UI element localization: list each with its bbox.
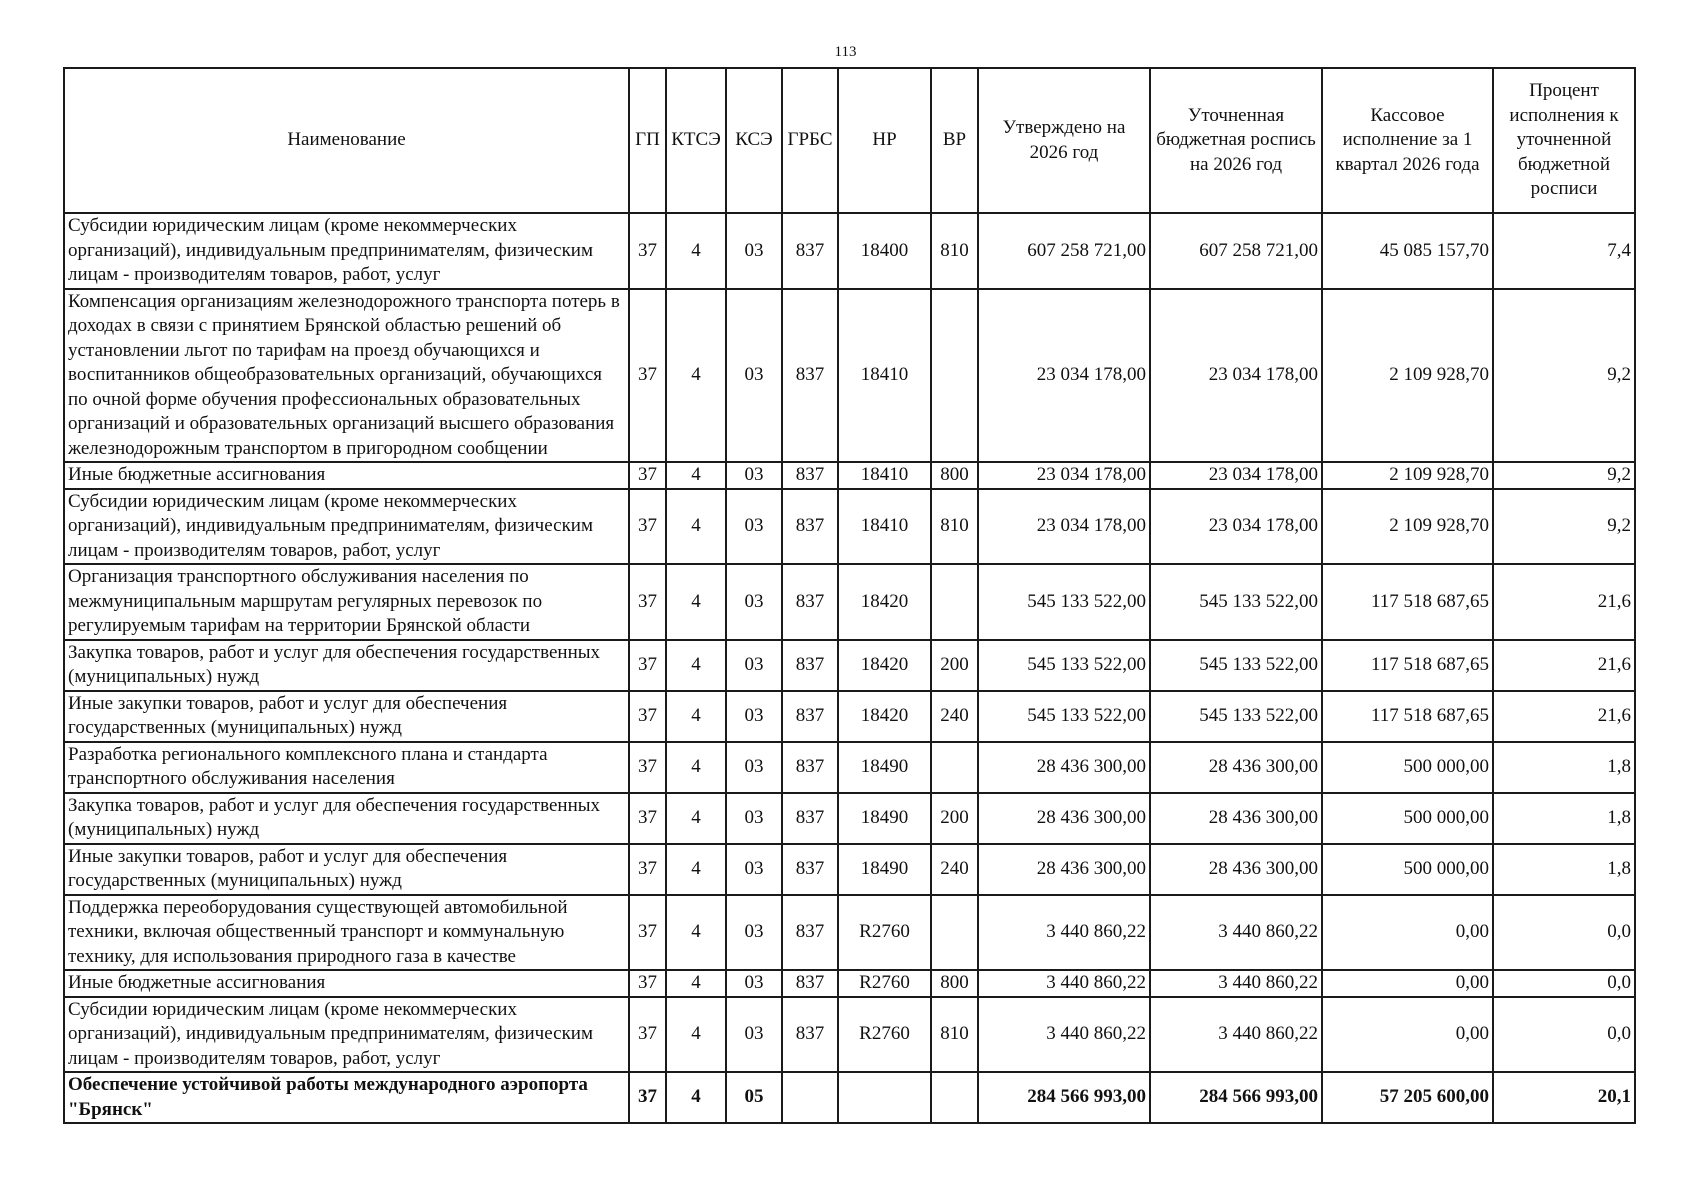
header-percent: Процент исполнения к уточненной бюджетной росписи <box>1493 68 1635 213</box>
cell-approved: 23 034 178,00 <box>978 462 1150 489</box>
cell-refined: 28 436 300,00 <box>1150 742 1322 793</box>
header-grbs: ГРБС <box>782 68 838 213</box>
cell-gp: 37 <box>629 844 666 895</box>
cell-grbs: 837 <box>782 489 838 565</box>
table-row <box>64 289 1635 463</box>
header-refined: Уточненная бюджетная роспись на 2026 год <box>1150 68 1322 213</box>
cell-kse: 03 <box>726 895 782 971</box>
cell-cash: 117 518 687,65 <box>1322 691 1493 742</box>
cell-percent: 21,6 <box>1493 640 1635 691</box>
cell-kse: 05 <box>726 1072 782 1123</box>
cell-vr <box>931 895 978 971</box>
cell-grbs: 837 <box>782 793 838 844</box>
table-row <box>64 213 1635 289</box>
cell-percent: 9,2 <box>1493 289 1635 463</box>
cell-kse: 03 <box>726 844 782 895</box>
cell-ktse: 4 <box>666 970 726 997</box>
cell-refined: 3 440 860,22 <box>1150 895 1322 971</box>
cell-nr: 18420 <box>838 640 931 691</box>
table-row <box>64 997 1635 1073</box>
cell-percent: 7,4 <box>1493 213 1635 289</box>
cell-refined: 607 258 721,00 <box>1150 213 1322 289</box>
cell-gp: 37 <box>629 1072 666 1123</box>
cell-grbs: 837 <box>782 844 838 895</box>
header-nr: НР <box>838 68 931 213</box>
cell-approved: 3 440 860,22 <box>978 970 1150 997</box>
table-row <box>64 564 1635 640</box>
cell-name: Поддержка переоборудования существующей автомобильной техники, включая общественный транспорт и коммунальную технику, для использования природного газа в качестве <box>64 895 629 971</box>
cell-grbs: 837 <box>782 997 838 1073</box>
cell-kse: 03 <box>726 742 782 793</box>
table-row <box>64 793 1635 844</box>
cell-nr: 18490 <box>838 793 931 844</box>
cell-name: Иные закупки товаров, работ и услуг для обеспечения государственных (муниципальных) нужд <box>64 691 629 742</box>
cell-kse: 03 <box>726 462 782 489</box>
cell-refined: 23 034 178,00 <box>1150 289 1322 463</box>
cell-percent: 0,0 <box>1493 895 1635 971</box>
cell-refined: 3 440 860,22 <box>1150 997 1322 1073</box>
cell-cash: 500 000,00 <box>1322 844 1493 895</box>
cell-approved: 28 436 300,00 <box>978 793 1150 844</box>
cell-nr: R2760 <box>838 895 931 971</box>
cell-name: Иные бюджетные ассигнования <box>64 462 629 489</box>
cell-kse: 03 <box>726 564 782 640</box>
cell-kse: 03 <box>726 691 782 742</box>
cell-percent: 9,2 <box>1493 462 1635 489</box>
cell-refined: 545 133 522,00 <box>1150 691 1322 742</box>
cell-percent: 1,8 <box>1493 793 1635 844</box>
cell-refined: 28 436 300,00 <box>1150 793 1322 844</box>
table-header-row <box>64 68 1635 213</box>
table-row <box>64 844 1635 895</box>
cell-percent: 20,1 <box>1493 1072 1635 1123</box>
cell-vr <box>931 1072 978 1123</box>
cell-nr: 18490 <box>838 742 931 793</box>
cell-nr: 18400 <box>838 213 931 289</box>
cell-refined: 28 436 300,00 <box>1150 844 1322 895</box>
cell-percent: 1,8 <box>1493 742 1635 793</box>
cell-ktse: 4 <box>666 640 726 691</box>
cell-ktse: 4 <box>666 489 726 565</box>
cell-approved: 545 133 522,00 <box>978 564 1150 640</box>
cell-name: Компенсация организациям железнодорожного транспорта потерь в доходах в связи с принятием Брянской областью решений об установлении льгот по тарифам на проезд обучающихся и воспитанников общеобразовательных организаций, обучающихся по очной форме обучения профессиональных образовательных организаций и образовательных организаций высшего образования железнодорожным транспортом в пригородном сообщении <box>64 289 629 463</box>
cell-approved: 545 133 522,00 <box>978 691 1150 742</box>
cell-nr <box>838 1072 931 1123</box>
cell-name: Субсидии юридическим лицам (кроме некоммерческих организаций), индивидуальным предпринимателям, физическим лицам - производителям товаров, работ, услуг <box>64 489 629 565</box>
cell-approved: 607 258 721,00 <box>978 213 1150 289</box>
cell-ktse: 4 <box>666 462 726 489</box>
cell-nr: 18410 <box>838 462 931 489</box>
cell-kse: 03 <box>726 640 782 691</box>
cell-cash: 117 518 687,65 <box>1322 640 1493 691</box>
cell-gp: 37 <box>629 895 666 971</box>
cell-percent: 0,0 <box>1493 997 1635 1073</box>
cell-approved: 28 436 300,00 <box>978 742 1150 793</box>
cell-name: Иные бюджетные ассигнования <box>64 970 629 997</box>
cell-grbs: 837 <box>782 895 838 971</box>
cell-approved: 23 034 178,00 <box>978 289 1150 463</box>
cell-gp: 37 <box>629 564 666 640</box>
cell-grbs: 837 <box>782 289 838 463</box>
cell-cash: 0,00 <box>1322 997 1493 1073</box>
cell-approved: 28 436 300,00 <box>978 844 1150 895</box>
cell-ktse: 4 <box>666 289 726 463</box>
cell-gp: 37 <box>629 793 666 844</box>
table-row <box>64 489 1635 565</box>
cell-kse: 03 <box>726 793 782 844</box>
cell-percent: 21,6 <box>1493 691 1635 742</box>
header-approved: Утверждено на 2026 год <box>978 68 1150 213</box>
cell-refined: 23 034 178,00 <box>1150 462 1322 489</box>
table-row <box>64 462 1635 489</box>
page-number: 113 <box>834 44 857 60</box>
header-gp: ГП <box>629 68 666 213</box>
cell-grbs: 837 <box>782 742 838 793</box>
cell-name: Субсидии юридическим лицам (кроме некоммерческих организаций), индивидуальным предпринимателям, физическим лицам - производителям товаров, работ, услуг <box>64 213 629 289</box>
cell-grbs: 837 <box>782 691 838 742</box>
cell-percent: 21,6 <box>1493 564 1635 640</box>
cell-nr: R2760 <box>838 970 931 997</box>
cell-gp: 37 <box>629 489 666 565</box>
cell-ktse: 4 <box>666 1072 726 1123</box>
cell-name: Субсидии юридическим лицам (кроме некоммерческих организаций), индивидуальным предпринимателям, физическим лицам - производителям товаров, работ, услуг <box>64 997 629 1073</box>
cell-refined: 545 133 522,00 <box>1150 640 1322 691</box>
cell-cash: 500 000,00 <box>1322 742 1493 793</box>
table-row <box>64 742 1635 793</box>
cell-name: Обеспечение устойчивой работы международного аэропорта "Брянск" <box>64 1072 629 1123</box>
cell-nr: 18410 <box>838 289 931 463</box>
cell-percent: 1,8 <box>1493 844 1635 895</box>
cell-approved: 284 566 993,00 <box>978 1072 1150 1123</box>
cell-kse: 03 <box>726 997 782 1073</box>
cell-grbs: 837 <box>782 564 838 640</box>
cell-approved: 23 034 178,00 <box>978 489 1150 565</box>
cell-ktse: 4 <box>666 691 726 742</box>
cell-name: Иные закупки товаров, работ и услуг для обеспечения государственных (муниципальных) нужд <box>64 844 629 895</box>
cell-name: Разработка регионального комплексного плана и стандарта транспортного обслуживания населения <box>64 742 629 793</box>
cell-cash: 45 085 157,70 <box>1322 213 1493 289</box>
cell-ktse: 4 <box>666 997 726 1073</box>
cell-grbs <box>782 1072 838 1123</box>
cell-gp: 37 <box>629 289 666 463</box>
cell-cash: 2 109 928,70 <box>1322 489 1493 565</box>
cell-vr <box>931 742 978 793</box>
cell-ktse: 4 <box>666 895 726 971</box>
cell-grbs: 837 <box>782 970 838 997</box>
cell-refined: 23 034 178,00 <box>1150 489 1322 565</box>
cell-vr <box>931 289 978 463</box>
cell-cash: 57 205 600,00 <box>1322 1072 1493 1123</box>
header-name: Наименование <box>64 68 629 213</box>
cell-cash: 117 518 687,65 <box>1322 564 1493 640</box>
cell-percent: 0,0 <box>1493 970 1635 997</box>
header-ktse: КТСЭ <box>666 68 726 213</box>
cell-refined: 284 566 993,00 <box>1150 1072 1322 1123</box>
cell-cash: 2 109 928,70 <box>1322 289 1493 463</box>
cell-name: Организация транспортного обслуживания населения по межмуниципальным маршрутам регулярных перевозок по регулируемым тарифам на территории Брянской области <box>64 564 629 640</box>
header-kse: КСЭ <box>726 68 782 213</box>
cell-gp: 37 <box>629 970 666 997</box>
cell-cash: 0,00 <box>1322 970 1493 997</box>
table-row <box>64 640 1635 691</box>
cell-ktse: 4 <box>666 742 726 793</box>
cell-name: Закупка товаров, работ и услуг для обеспечения государственных (муниципальных) нужд <box>64 793 629 844</box>
cell-approved: 545 133 522,00 <box>978 640 1150 691</box>
cell-ktse: 4 <box>666 564 726 640</box>
table-row <box>64 895 1635 971</box>
cell-ktse: 4 <box>666 844 726 895</box>
header-vr: ВР <box>931 68 978 213</box>
cell-kse: 03 <box>726 970 782 997</box>
cell-nr: 18490 <box>838 844 931 895</box>
cell-vr: 200 <box>931 640 978 691</box>
table-body <box>64 213 1635 1123</box>
cell-vr: 240 <box>931 844 978 895</box>
cell-nr: R2760 <box>838 997 931 1073</box>
table-row <box>64 691 1635 742</box>
budget-table <box>63 67 1636 1124</box>
cell-gp: 37 <box>629 213 666 289</box>
cell-approved: 3 440 860,22 <box>978 997 1150 1073</box>
cell-grbs: 837 <box>782 213 838 289</box>
cell-gp: 37 <box>629 691 666 742</box>
cell-cash: 2 109 928,70 <box>1322 462 1493 489</box>
cell-refined: 3 440 860,22 <box>1150 970 1322 997</box>
table-row <box>64 1072 1635 1123</box>
cell-kse: 03 <box>726 289 782 463</box>
cell-vr: 800 <box>931 970 978 997</box>
cell-name: Закупка товаров, работ и услуг для обеспечения государственных (муниципальных) нужд <box>64 640 629 691</box>
header-cash: Кассовое исполнение за 1 квартал 2026 года <box>1322 68 1493 213</box>
cell-ktse: 4 <box>666 213 726 289</box>
cell-grbs: 837 <box>782 462 838 489</box>
cell-vr: 240 <box>931 691 978 742</box>
cell-nr: 18410 <box>838 489 931 565</box>
cell-ktse: 4 <box>666 793 726 844</box>
cell-approved: 3 440 860,22 <box>978 895 1150 971</box>
cell-kse: 03 <box>726 489 782 565</box>
cell-refined: 545 133 522,00 <box>1150 564 1322 640</box>
table-row <box>64 970 1635 997</box>
cell-gp: 37 <box>629 742 666 793</box>
cell-vr: 810 <box>931 997 978 1073</box>
cell-nr: 18420 <box>838 691 931 742</box>
cell-gp: 37 <box>629 640 666 691</box>
cell-percent: 9,2 <box>1493 489 1635 565</box>
cell-vr: 810 <box>931 489 978 565</box>
cell-vr <box>931 564 978 640</box>
cell-cash: 500 000,00 <box>1322 793 1493 844</box>
cell-kse: 03 <box>726 213 782 289</box>
cell-nr: 18420 <box>838 564 931 640</box>
cell-vr: 810 <box>931 213 978 289</box>
cell-vr: 200 <box>931 793 978 844</box>
cell-cash: 0,00 <box>1322 895 1493 971</box>
cell-grbs: 837 <box>782 640 838 691</box>
cell-vr: 800 <box>931 462 978 489</box>
cell-gp: 37 <box>629 997 666 1073</box>
cell-gp: 37 <box>629 462 666 489</box>
